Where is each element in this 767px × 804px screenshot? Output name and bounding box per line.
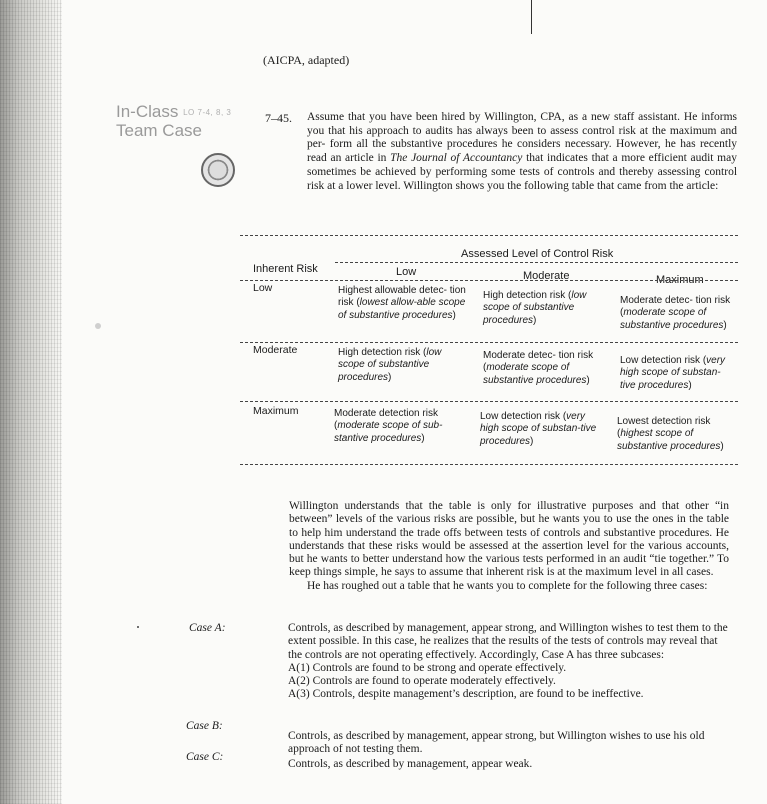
- super-header: Assessed Level of Control Risk: [461, 248, 614, 260]
- case-text: Controls, as described by management, appear strong, and Willington wishes to test them to the extent possible. In this case, he realizes that the results of the tests of controls may reveal that the controls are not operating effectively. Accordingly, Case A has three subcases:: [288, 622, 728, 661]
- cell-text: tion risk (: [338, 285, 466, 309]
- cell-scope: lowest allow-able scope of substantive procedures: [338, 297, 466, 321]
- book-spine-shadow: [0, 0, 62, 804]
- intro-line: Assume that you have been hired by Willington, CPA, as a new staff assistant. He informs: [307, 111, 737, 123]
- table-top-rule: [240, 235, 738, 236]
- cell-text: Moderate detec-: [620, 295, 693, 306]
- paragraph: He has roughed out a table that he wants you to complete for the following three cases:: [307, 579, 708, 592]
- problem-intro: [307, 111, 737, 193]
- side-label-title: In-Class: [116, 102, 179, 121]
- intro-line: be achieved by performing some tests of controls and thereby assessing control risk at a lower: [307, 165, 738, 192]
- subcase: A(1) Controls are found to be strong and operate effectively.: [288, 661, 567, 674]
- case-b-label: Case B:: [186, 720, 223, 732]
- cell-text: ): [723, 319, 727, 331]
- table-bottom-rule: [240, 464, 738, 465]
- cell-maximum-maximum: [617, 416, 732, 453]
- page-smudge: [95, 323, 101, 329]
- inherent-risk-header: Inherent Risk: [253, 263, 318, 275]
- journal-title: The Journal of Accountancy: [390, 152, 523, 165]
- row-label-low: Low: [253, 282, 273, 294]
- body-text: [289, 500, 729, 593]
- problem-number: 7–45.: [265, 111, 292, 125]
- cell-text: tion risk (: [620, 295, 731, 319]
- cell-moderate-moderate: [483, 350, 601, 387]
- source-note: (AICPA, adapted): [263, 53, 350, 67]
- cell-text: ): [533, 314, 537, 326]
- row-rule: [240, 342, 738, 343]
- cell-text: Lowest detection: [617, 416, 693, 427]
- cell-scope: low scope of substantive procedures: [483, 290, 587, 326]
- cell-text: ): [452, 309, 456, 321]
- risk-table: [240, 233, 738, 471]
- case-a-text: [288, 622, 733, 702]
- case-a-label: Case A:: [189, 622, 226, 634]
- cell-scope: highest scope of substantive procedures: [617, 428, 721, 452]
- cell-scope: moderate scope of substantive procedures: [620, 307, 724, 331]
- cell-low-maximum: [620, 295, 735, 332]
- side-label: [116, 103, 256, 140]
- case-b-text: Controls, as described by management, appear strong, but Willington wishes to use his old approach of not testing them.: [288, 730, 705, 756]
- cell-text: ): [720, 440, 724, 452]
- cell-scope: very high scope of substan-tive procedures: [620, 355, 726, 391]
- cell-low-moderate: [483, 290, 608, 327]
- cell-moderate-low: [338, 347, 466, 384]
- intro-line: level. Willington shows you the following table that came from the article:: [375, 179, 719, 192]
- row-label-maximum: Maximum: [253, 405, 299, 417]
- cell-text: risk (: [617, 416, 711, 440]
- cell-scope: low scope of substantive procedures: [338, 347, 442, 383]
- cell-text: Moderate detec-: [483, 350, 556, 361]
- col-moderate: Moderate: [523, 270, 570, 282]
- learning-objective-ref: LO 7-4, 8, 3: [183, 108, 232, 117]
- intro-line: form all the substantive procedures he considers necessary. However, he has recently read an: [307, 138, 738, 165]
- header-bottom-rule: [240, 280, 738, 281]
- case-c-text: Controls, as described by management, appear weak.: [288, 758, 533, 770]
- cell-scope: very high scope of substan-tive procedures: [480, 411, 597, 447]
- cell-text: High detection risk (: [338, 347, 427, 358]
- intro-line: that indicates that a more efficient audit may sometimes: [307, 152, 737, 178]
- cell-moderate-maximum: [620, 355, 735, 392]
- subcase: A(3) Controls, despite management’s description, are found to be ineffective.: [288, 688, 644, 701]
- paragraph: Willington understands that the table is only for illustrative purposes and that other “in between” levels of the various risks are possible, but he wants you to use the ones in the table to help him understand the trade offs between tests of controls and substantive procedures. He understands that these risks would be assessed at the assertion level for the various accounts, but he wants to better understand how the various tests performed in an audit “tie together.” To keep things simple, he says to assume that inherent risk is at the maximum level in all cases.: [289, 500, 729, 579]
- col-low: Low: [396, 266, 417, 278]
- cell-text: ): [530, 435, 534, 447]
- cell-text: ): [688, 379, 692, 391]
- case-c-label: Case C:: [186, 751, 224, 763]
- team-case-icon: [201, 153, 235, 187]
- intro-line: you that his approach to audits has always been to assess control risk at the maximum and per-: [307, 124, 737, 151]
- header-rule: [335, 262, 738, 263]
- cell-text: Highest allowable detec-: [338, 285, 447, 296]
- cell-text: High detection risk (: [483, 290, 572, 301]
- side-label-subtitle: Team Case: [116, 121, 202, 140]
- cell-scope: moderate scope of sub-stantive procedures: [334, 420, 443, 444]
- subcase: A(2) Controls are found to operate moderately effectively.: [288, 675, 556, 688]
- cell-maximum-moderate: [480, 411, 605, 448]
- cell-text: Low detection risk (: [480, 411, 567, 422]
- col-maximum: Maximum: [656, 274, 704, 286]
- cell-low-low: [338, 285, 466, 322]
- intro-line: article in: [345, 152, 391, 165]
- cell-text: Moderate detection risk: [334, 408, 438, 419]
- cell-text: (: [334, 420, 338, 432]
- cell-text: ): [421, 432, 425, 444]
- cell-maximum-low: [334, 408, 462, 445]
- margin-dot: [137, 626, 139, 628]
- cell-text: Low detection risk (: [620, 355, 707, 366]
- cell-scope: moderate scope of substantive procedures: [483, 362, 587, 386]
- cell-text: tion risk (: [483, 350, 594, 374]
- cell-text: ): [586, 374, 590, 386]
- row-label-moderate: Moderate: [253, 344, 298, 356]
- row-rule: [240, 401, 738, 402]
- cell-text: ): [388, 371, 392, 383]
- margin-rule: [531, 0, 532, 34]
